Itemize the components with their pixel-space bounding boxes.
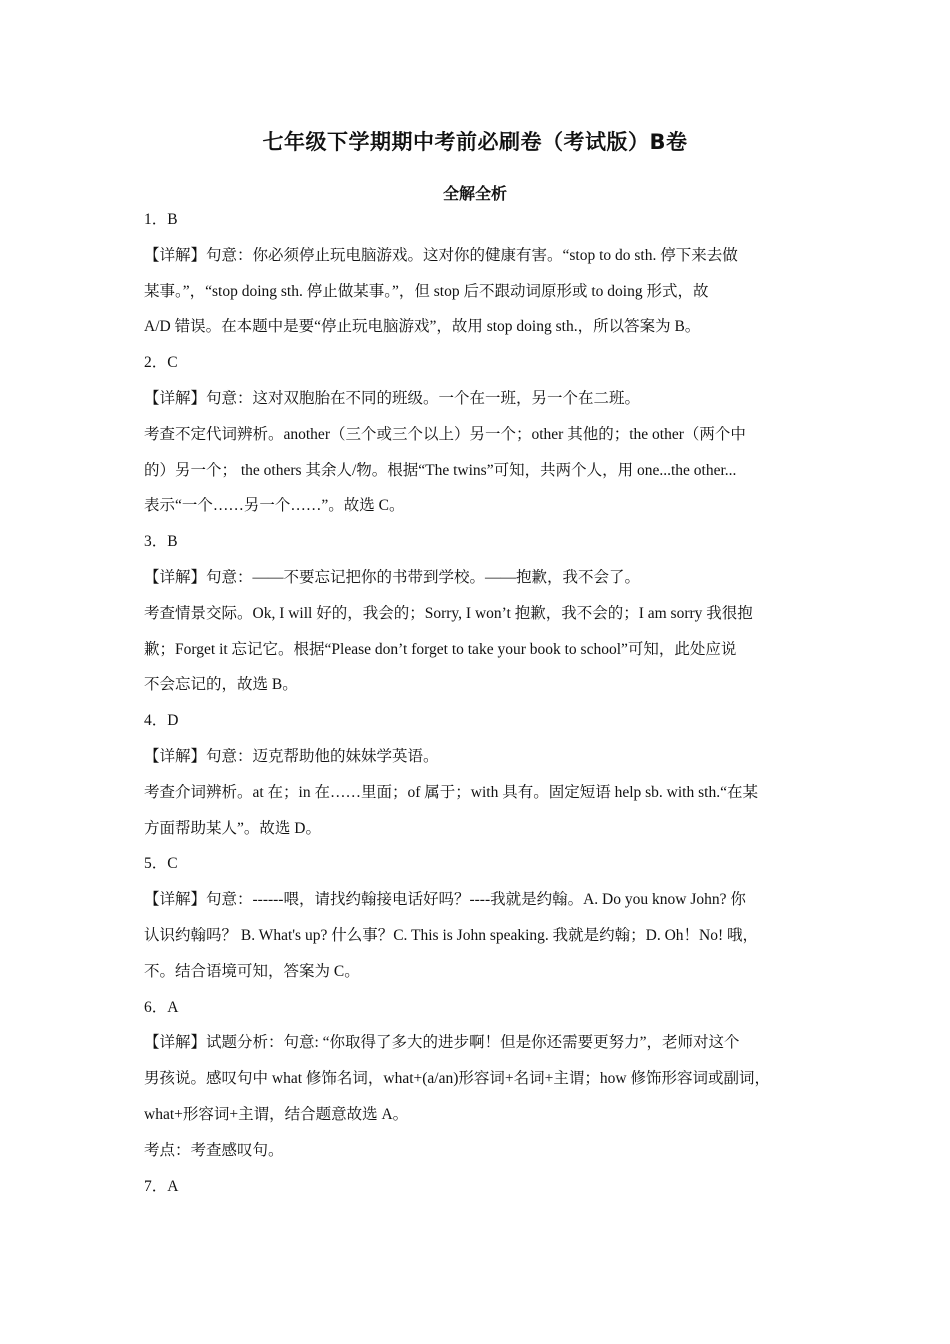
question-number: 7．A (144, 1177, 179, 1195)
text-line: 不。结合语境可知，答案为 C。 (144, 962, 360, 980)
question-number: 5．C (144, 855, 178, 873)
text-line: 【详解】句意：------喂，请找约翰接电话好吗？----我就是约翰。A. Do you know John? 你 (144, 891, 746, 909)
text-line: 男孩说。感叹句中 what 修饰名词，what+(a/an)形容词+名词+主谓；how 修饰形容词或副词， (144, 1070, 770, 1088)
text-line: 考点：考查感叹句。 (144, 1141, 284, 1159)
question-number: 1．B (144, 211, 178, 228)
text-line: 【详解】句意：你必须停止玩电脑游戏。这对你的健康有害。“stop to do sth. 停下来去做 (144, 246, 738, 264)
text-line: 考查介词辨析。at 在；in 在……里面；of 属于；with 具有。固定短语 help sb. with sth.“在某 (144, 783, 758, 801)
document-subtitle: 全解全析 (442, 184, 507, 203)
text-line: 某事。”，“stop doing sth. 停止做某事。”，但 stop 后不跟动词原形或 to doing 形式，故 (144, 282, 709, 300)
text-line: 表示“一个……另一个……”。故选 C。 (144, 497, 405, 515)
text-line: 【详解】试题分析：句意: “你取得了多大的进步啊！但是你还需要更努力”，老师对这个 (144, 1034, 740, 1052)
text-line: 歉；Forget it 忘记它。根据“Please don’t forget to take your book to school”可知，此处应说 (144, 640, 737, 658)
text-line: 【详解】句意：——不要忘记把你的书带到学校。——抱歉，我不会了。 (144, 568, 641, 586)
text-line: 【详解】句意：这对双胞胎在不同的班级。一个在一班，另一个在二班。 (144, 389, 641, 407)
text-line: what+形容词+主谓，结合题意故选 A。 (144, 1105, 409, 1123)
text-line: 考查情景交际。Ok, I will 好的，我会的；Sorry, I won’t 抱歉，我不会的；I am sorry 我很抱 (144, 604, 753, 622)
text-line: 的）另一个； the others 其余人/物。根据“The twins”可知，共两个人，用 one...the other... (144, 461, 737, 479)
text-line: A/D 错误。在本题中是要“停止玩电脑游戏”，故用 stop doing sth.，所以答案为 B。 (144, 318, 701, 336)
text-line: 方面帮助某人”。故选 D。 (144, 819, 321, 837)
question-number: 2．C (144, 354, 178, 372)
text-line: 不会忘记的，故选 B。 (144, 676, 298, 694)
question-number: 4．D (144, 712, 179, 730)
text-line: 认识约翰吗？ B. What's up? 什么事？C. This is John speaking. 我就是约翰；D. Oh！No! 哦， (144, 926, 759, 944)
text-line: 考查不定代词辨析。another（三个或三个以上）另一个；other 其他的；the other（两个中 (144, 425, 746, 443)
document-title: 七年级下学期期中考前必刷卷（考试版）B卷 (262, 130, 688, 154)
answer-content (144, 202, 812, 1204)
question-number: 6．A (144, 998, 179, 1016)
text-line: 【详解】句意：迈克帮助他的妹妹学英语。 (144, 747, 439, 765)
question-number: 3．B (144, 533, 178, 551)
